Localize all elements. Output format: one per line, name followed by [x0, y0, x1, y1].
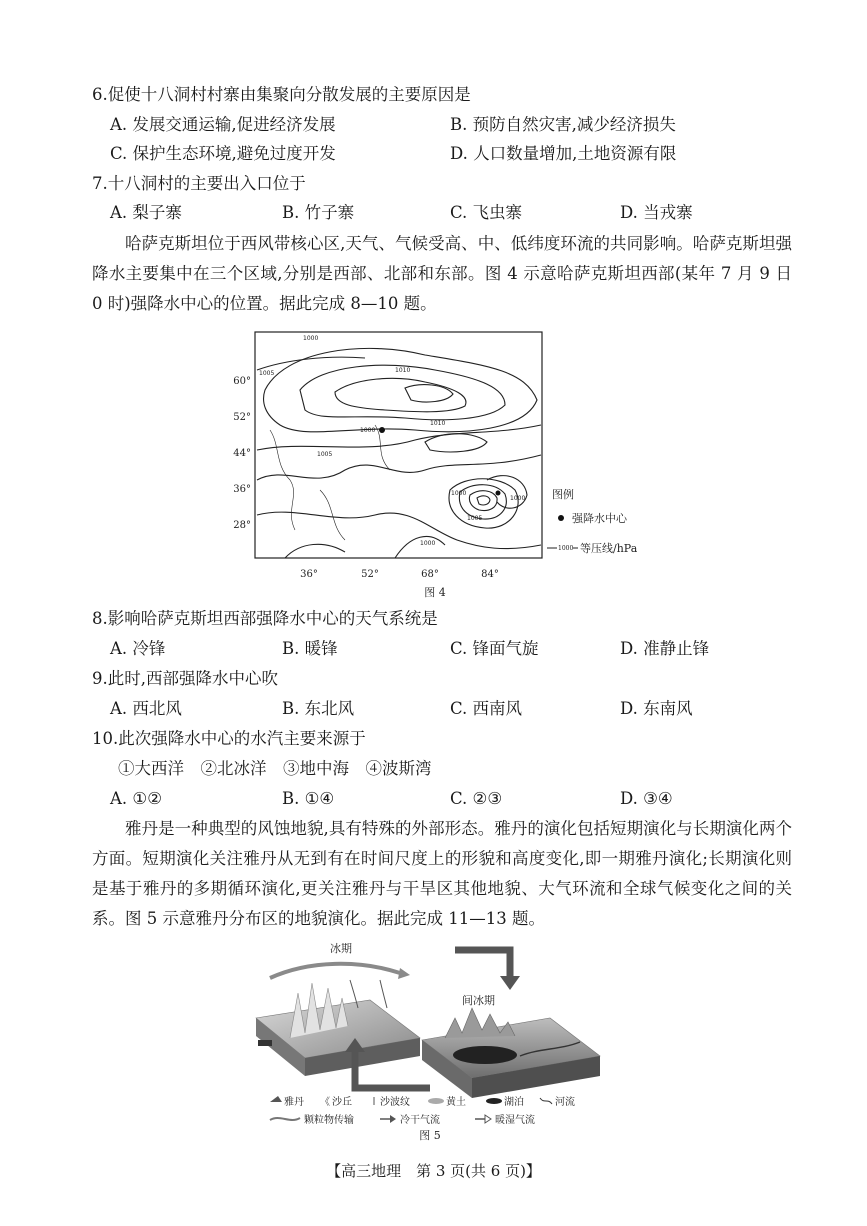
q7-option-b: B. 竹子寨: [282, 203, 355, 222]
rainfall-center-marker: [379, 427, 385, 433]
q9-option-d: D. 东南风: [620, 699, 693, 718]
legend-isobar-label: 等压线/hPa: [580, 542, 638, 555]
passage-yardang: 雅丹是一种典型的风蚀地貌,具有特殊的外部形态。雅丹的演化包括短期演化与长期演化两个方面。短期演化关注雅丹从无到有在时间尺度上的形貌和高度变化,即一期雅丹演化;长期演化则是基于雅丹的多期循环演化,更关注雅丹与干旱区其他地貌、大气环流和全球气候变化之间的关系。图 5 示意雅丹分布区的地貌演化。据此完成 11—13 题。: [92, 819, 792, 928]
figure-5-caption: 图 5: [419, 1129, 441, 1142]
dune-icon: 《: [320, 1097, 330, 1108]
lon-label: 84°: [481, 569, 499, 580]
legend-loess: 黄土: [446, 1097, 466, 1108]
q6-option-d: D. 人口数量增加,土地资源有限: [450, 144, 677, 163]
legend-lake: 湖泊: [504, 1097, 524, 1108]
arrow-to-interglacial-icon: [455, 950, 510, 978]
isobar-label: 1000: [420, 540, 436, 547]
q10-option-d: D. ③④: [620, 789, 673, 808]
q6-stem: 6.促使十八洞村村寨由集聚向分散发展的主要原因是: [92, 85, 471, 104]
legend-river: 河流: [555, 1097, 575, 1108]
figure-5-landform-evolution: [250, 938, 610, 1143]
q10-stem: 10.此次强降水中心的水汽主要来源于: [92, 729, 366, 748]
q9-option-c: C. 西南风: [450, 699, 523, 718]
legend-ripple: 沙波纹: [380, 1097, 410, 1108]
yardang-icon: [270, 1096, 282, 1102]
lon-label: 52°: [361, 569, 379, 580]
q10-items: ①大西洋 ②北冰洋 ③地中海 ④波斯湾: [118, 759, 432, 778]
isobar-label: 1000: [360, 427, 376, 434]
q10-option-b: B. ①④: [282, 789, 335, 808]
legend-warm-wet-airflow: 暖湿气流: [495, 1115, 535, 1126]
interglacial-label: 间冰期: [462, 994, 495, 1007]
legend-rainfall-icon: [558, 515, 564, 521]
q6-option-c: C. 保护生态环境,避免过度开发: [110, 144, 336, 163]
lat-label: 28°: [233, 520, 251, 531]
legend-dune: 沙丘: [332, 1097, 352, 1108]
lat-label: 52°: [233, 412, 251, 423]
q8-stem: 8.影响哈萨克斯坦西部强降水中心的天气系统是: [92, 609, 438, 628]
q7-stem: 7.十八洞村的主要出入口位于: [92, 174, 306, 193]
glacial-label: 冰期: [330, 942, 352, 955]
q6-option-b: B. 预防自然灾害,减少经济损失: [450, 115, 676, 134]
q10-option-c: C. ②③: [450, 789, 503, 808]
q9-option-b: B. 东北风: [282, 699, 355, 718]
q6-option-a: A. 发展交通运输,促进经济发展: [110, 115, 336, 134]
isobar-label: 1005: [467, 515, 483, 522]
q7-option-c: C. 飞虫寨: [450, 203, 523, 222]
lon-label: 68°: [421, 569, 439, 580]
isobar-label: 1010: [430, 420, 446, 427]
loess-icon: [428, 1098, 444, 1104]
legend-yardang: 雅丹: [284, 1097, 304, 1108]
particle-transport-icon: [270, 1118, 300, 1120]
isobar-label: 1000: [303, 335, 319, 342]
q8-option-a: A. 冷锋: [110, 639, 166, 658]
lat-label: 36°: [233, 484, 251, 495]
passage-kazakhstan: 哈萨克斯坦位于西风带核心区,天气、气候受高、中、低纬度环流的共同影响。哈萨克斯坦强降水主要集中在三个区域,分别是西部、北部和东部。图 4 示意哈萨克斯坦西部(某年 7 月 9 日 0 时)强降水中心的位置。据此完成 8—10 题。: [92, 234, 792, 313]
lon-label: 36°: [300, 569, 318, 580]
lat-label: 60°: [233, 376, 251, 387]
q7-option-d: D. 当戎寨: [620, 203, 693, 222]
q8-option-c: C. 锋面气旋: [450, 639, 539, 658]
isobar-label: 1005: [317, 451, 333, 458]
lat-label: 44°: [233, 448, 251, 459]
isobar-label: 1000: [451, 490, 467, 497]
q10-option-a: A. ①②: [110, 789, 162, 808]
page-footer: 【高三地理 第 3 页(共 6 页)】: [326, 1162, 541, 1180]
legend-particle-transport: 颗粒物传输: [304, 1115, 354, 1126]
q9-stem: 9.此时,西部强降水中心吹: [92, 669, 278, 688]
q7-option-a: A. 梨子寨: [110, 203, 182, 222]
rainfall-center-marker: [496, 491, 501, 496]
river-icon: [540, 1098, 552, 1104]
lake-icon: [486, 1098, 502, 1104]
interglacial-block: [422, 993, 600, 1098]
q9-option-a: A. 西北风: [110, 699, 182, 718]
figure-4-caption: 图 4: [424, 586, 446, 599]
legend-cold-dry-airflow: 冷干气流: [400, 1115, 440, 1126]
q8-option-b: B. 暖锋: [282, 639, 338, 658]
glacial-block: [256, 941, 420, 1076]
isobar-label: 1005: [259, 370, 275, 377]
figure-4-isobar-map: [225, 330, 645, 600]
isobar-label: 1010: [395, 367, 411, 374]
isobar-label: 1000: [510, 495, 526, 502]
legend-title: 图例: [552, 488, 574, 501]
legend-isobar-value: 1000: [558, 545, 574, 552]
legend-rainfall-label: 强降水中心: [572, 512, 627, 525]
q8-option-d: D. 准静止锋: [620, 639, 710, 658]
